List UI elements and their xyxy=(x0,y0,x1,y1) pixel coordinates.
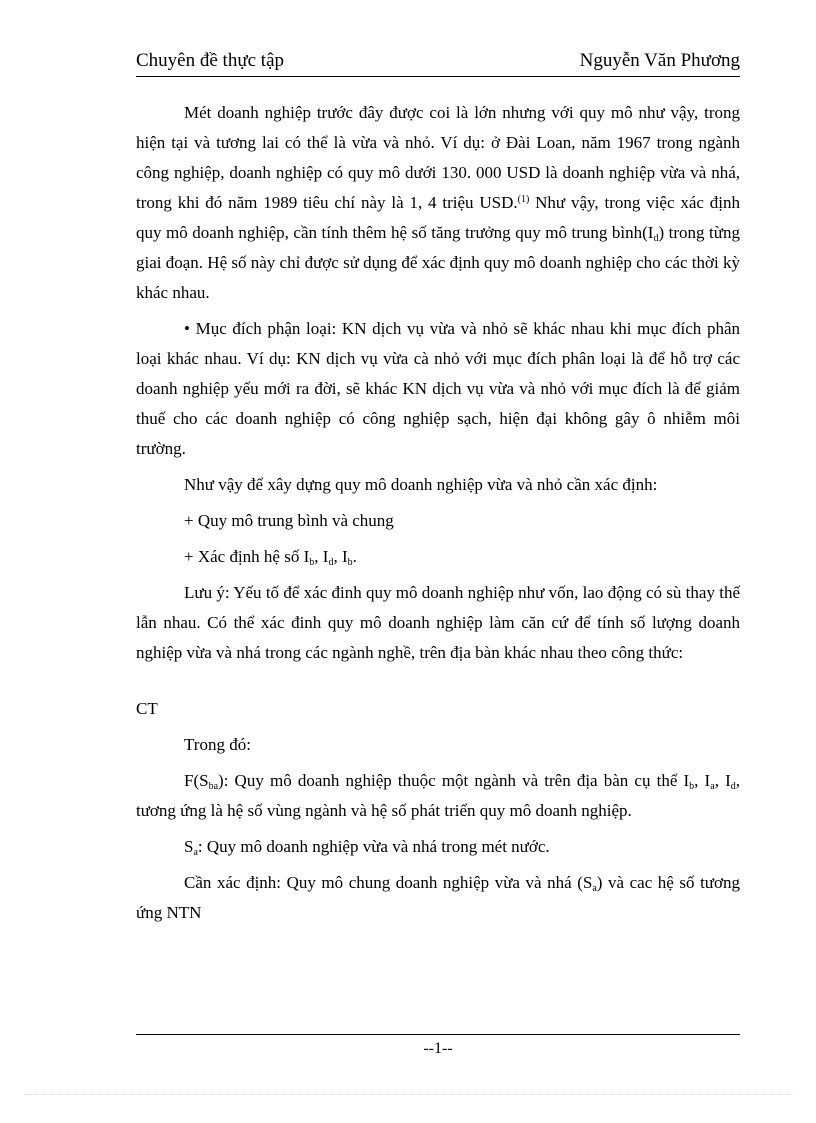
p10-part-b: ) và cac hệ số tương ứng NTN xyxy=(136,873,740,922)
page-number: --1-- xyxy=(423,1040,453,1057)
header-author: Nguyễn Văn Phương xyxy=(579,50,740,71)
p5-sub-1: b xyxy=(309,557,315,568)
p8-part-c: , I xyxy=(694,771,711,790)
footnote-ref: (1) xyxy=(517,194,530,205)
p8-part-a: F(S xyxy=(184,771,209,790)
formula-placeholder: CT xyxy=(136,699,158,718)
p8-part-e: , tương ứng là hệ số vùng ngành và hệ số phát triển quy mô doanh nghiệp. xyxy=(136,771,740,820)
paragraph-9 xyxy=(136,832,740,862)
p8-sub-2: b xyxy=(689,781,695,792)
paragraph-4: + Quy mô trung bình và chung xyxy=(184,511,394,530)
p8-sub-4: d xyxy=(730,781,736,792)
p8-part-b: ): Quy mô doanh nghiệp thuộc một ngành và trên địa bàn cụ thể I xyxy=(218,771,690,790)
header-title: Chuyên đề thực tập xyxy=(136,50,285,71)
p8-part-d: , I xyxy=(714,771,731,790)
p8-sub-1: ba xyxy=(208,781,219,792)
paragraph-10 xyxy=(136,868,740,928)
p5-part-a: + Xác định hệ số I xyxy=(184,547,310,566)
paragraph-8 xyxy=(136,766,740,826)
paragraph-3: Như vậy để xây dựng quy mô doanh nghiệp vừa và nhỏ cần xác định: xyxy=(184,475,658,494)
p1-part-a: Mét doanh nghiệp trước đây được coi là lớn nhưng với quy mô như vậy, trong hiện tại và tương lai có thể là vừa và nhỏ. Ví dụ: ở Đài Loan, năm 1967 trong ngành công nghiệp, doanh nghiệp có quy mô dưới 130. 000 USD là doanh nghiệp vừa và nhá, trong khi đó năm 1989 tiêu chí này là 1, 4 triệu USD. xyxy=(136,103,740,212)
p5-part-b: , I xyxy=(314,547,329,566)
p5-part-d: . xyxy=(352,547,357,566)
paragraph-2 xyxy=(136,314,740,464)
p9-part-a: S xyxy=(184,837,194,856)
p5-sub-2: d xyxy=(328,557,334,568)
page-header xyxy=(136,48,740,77)
p10-part-a: Cần xác định: Quy mô chung doanh nghiệp vừa và nhá (S xyxy=(184,873,593,892)
page-boundary xyxy=(24,1094,794,1095)
paragraph-5 xyxy=(136,542,740,572)
body-text xyxy=(136,98,740,934)
paragraph-1 xyxy=(136,98,740,308)
bullet-icon: • xyxy=(184,319,190,338)
p2-text: Mục đích phận loại: KN dịch vụ vừa và nhỏ sẽ khác nhau khi mục đích phân loại khác nhau. Ví dụ: KN dịch vụ vừa cà nhỏ với mục đích phân loại là để hỗ trợ các doanh nghiệp yếu mới ra đời, sẽ khác KN dịch vụ vừa và nhỏ với mục đích là để giảm thuế cho các doanh nghiệp có công nghiệp sạch, hiện đại không gây ô nhiễm môi trường. xyxy=(136,319,740,458)
p5-part-c: , I xyxy=(333,547,348,566)
p1-part-c: ) trong từng giai đoạn. Hệ số này chỉ được sử dụng để xác định quy mô doanh nghiệp cho các thời kỳ khác nhau. xyxy=(136,223,740,302)
p8-sub-3: a xyxy=(710,781,715,792)
p9-part-b: : Quy mô doanh nghiệp vừa và nhá trong mét nước. xyxy=(197,837,550,856)
paragraph-6: Lưu ý: Yếu tố để xác đinh quy mô doanh nghiệp như vốn, lao động có sù thay thế lẫn nhau. Có thể xác đinh quy mô doanh nghiệp làm căn cứ để tính số lượng doanh nghiệp vừa và nhá trong các ngành nghề, trên địa bàn khác nhau theo công thức: xyxy=(136,583,740,662)
p9-sub: a xyxy=(193,847,198,858)
spacer xyxy=(136,674,740,694)
p10-sub: a xyxy=(592,883,597,894)
p1-part-b: Như vậy, trong việc xác định quy mô doanh nghiệp, cần tính thêm hệ số tăng trưởng quy mô trung bình(I xyxy=(136,193,740,242)
p1-subscript: d xyxy=(653,233,659,244)
paragraph-7: Trong đó: xyxy=(184,735,251,754)
p5-sub-3: b xyxy=(347,557,353,568)
footer-divider xyxy=(136,1034,740,1035)
